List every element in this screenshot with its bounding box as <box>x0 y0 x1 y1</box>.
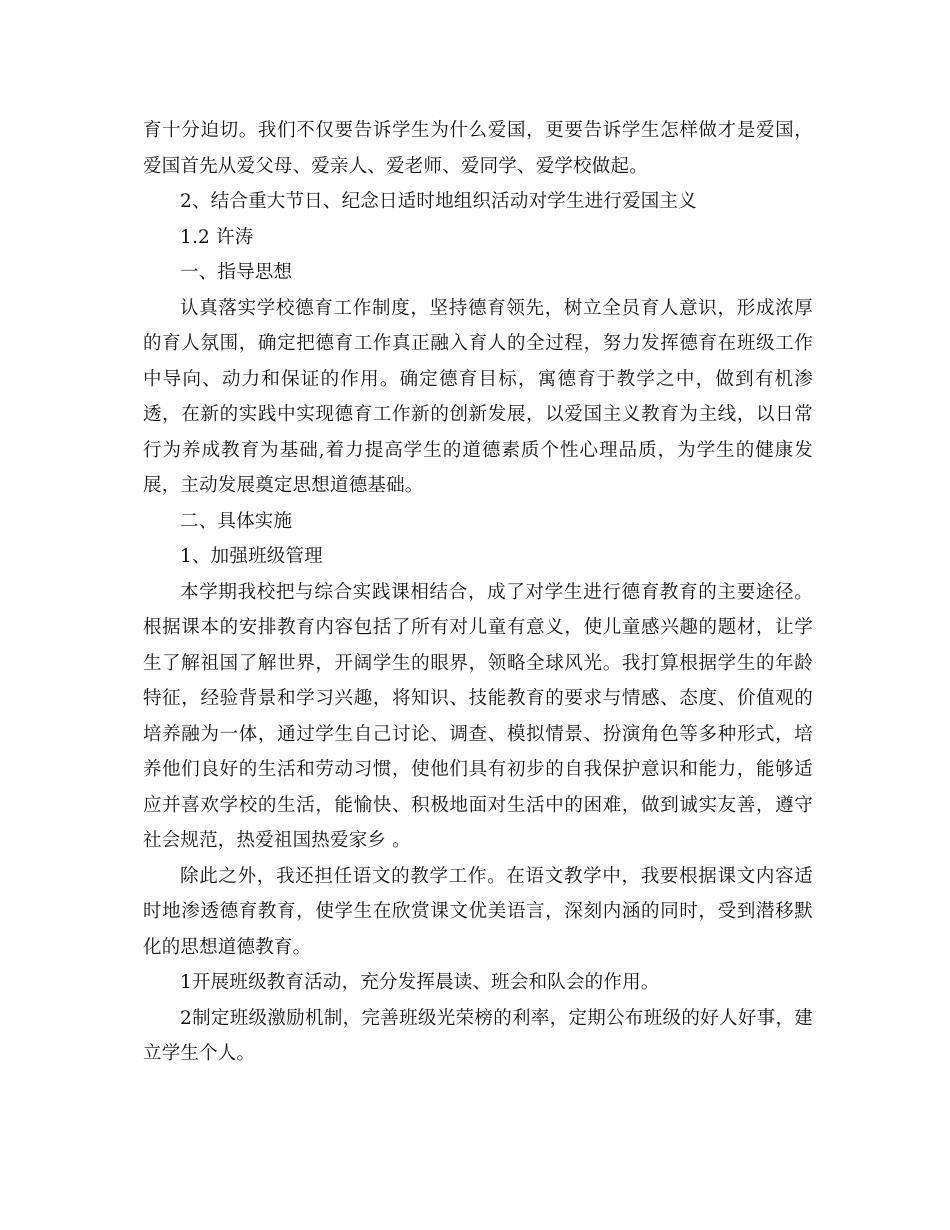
subheading-class-management: 1、加强班级管理 <box>180 546 323 567</box>
paragraph-guiding-ideology: 认真落实学校德育工作制度，坚持德育领先，树立全员育人意识，形成浓厚的育人氛围，确定把德育工作真正融入育人的全过程，努力发挥德育在班级工作中导向、动力和保证的作用。确定德育目标，寓德育于教学之中，做到有机渗透，在新的实践中实现德育工作新的创新发展，以爱国主义教育为主线，以日常行为养成教育为基础,着力提高学生的道德素质个性心理品质，为学生的健康发展，主动发展奠定思想道德基础。 <box>143 297 813 496</box>
paragraph-patriotic-activities: 2、结合重大节日、纪念日适时地组织活动对学生进行爱国主义 <box>180 191 697 212</box>
paragraph-practice-course: 本学期我校把与综合实践课相结合，成了对学生进行德育教育的主要途径。根据课本的安排教育内容包括了所有对儿童有意义，使儿童感兴趣的题材，让学生了解祖国了解世界，开阔学生的眼界，领略全球风光。我打算根据学生的年龄特征，经验背景和学习兴趣，将知识、技能教育的要求与情感、态度、价值观的培养融为一体，通过学生自己讨论、调查、模拟情景、扮演角色等多种形式，培养他们良好的生活和劳动习惯，使他们具有初步的自我保护意识和能力，能够适应并喜欢学校的生活，能愉快、积极地面对生活中的困难，做到诚实友善，遵守社会规范，热爱祖国热爱家乡 。 <box>143 581 813 851</box>
paragraph-continuation: 育十分迫切。我们不仅要告诉学生为什么爱国，更要告诉学生怎样做才是爱国，爱国首先从爱父母、爱亲人、爱老师、爱同学、爱学校做起。 <box>143 120 813 177</box>
section-heading-guiding-ideology: 一、指导思想 <box>180 262 293 283</box>
document-body <box>143 113 813 1072</box>
section-heading-implementation: 二、具体实施 <box>180 510 293 532</box>
section-heading-author: 1.2 许涛 <box>180 226 254 248</box>
list-item-class-activities: 1开展班级教育活动，充分发挥晨读、班会和队会的作用。 <box>180 972 660 993</box>
list-item-incentive-mechanism: 2制定班级激励机制，完善班级光荣榜的利率，定期公布班级的好人好事，建立学生个人。 <box>143 1007 813 1064</box>
paragraph-chinese-teaching: 除此之外，我还担任语文的教学工作。在语文教学中，我要根据课文内容适时地渗透德育教育，使学生在欣赏课文优美语言，深刻内涵的同时，受到潜移默化的思想道德教育。 <box>143 865 813 958</box>
